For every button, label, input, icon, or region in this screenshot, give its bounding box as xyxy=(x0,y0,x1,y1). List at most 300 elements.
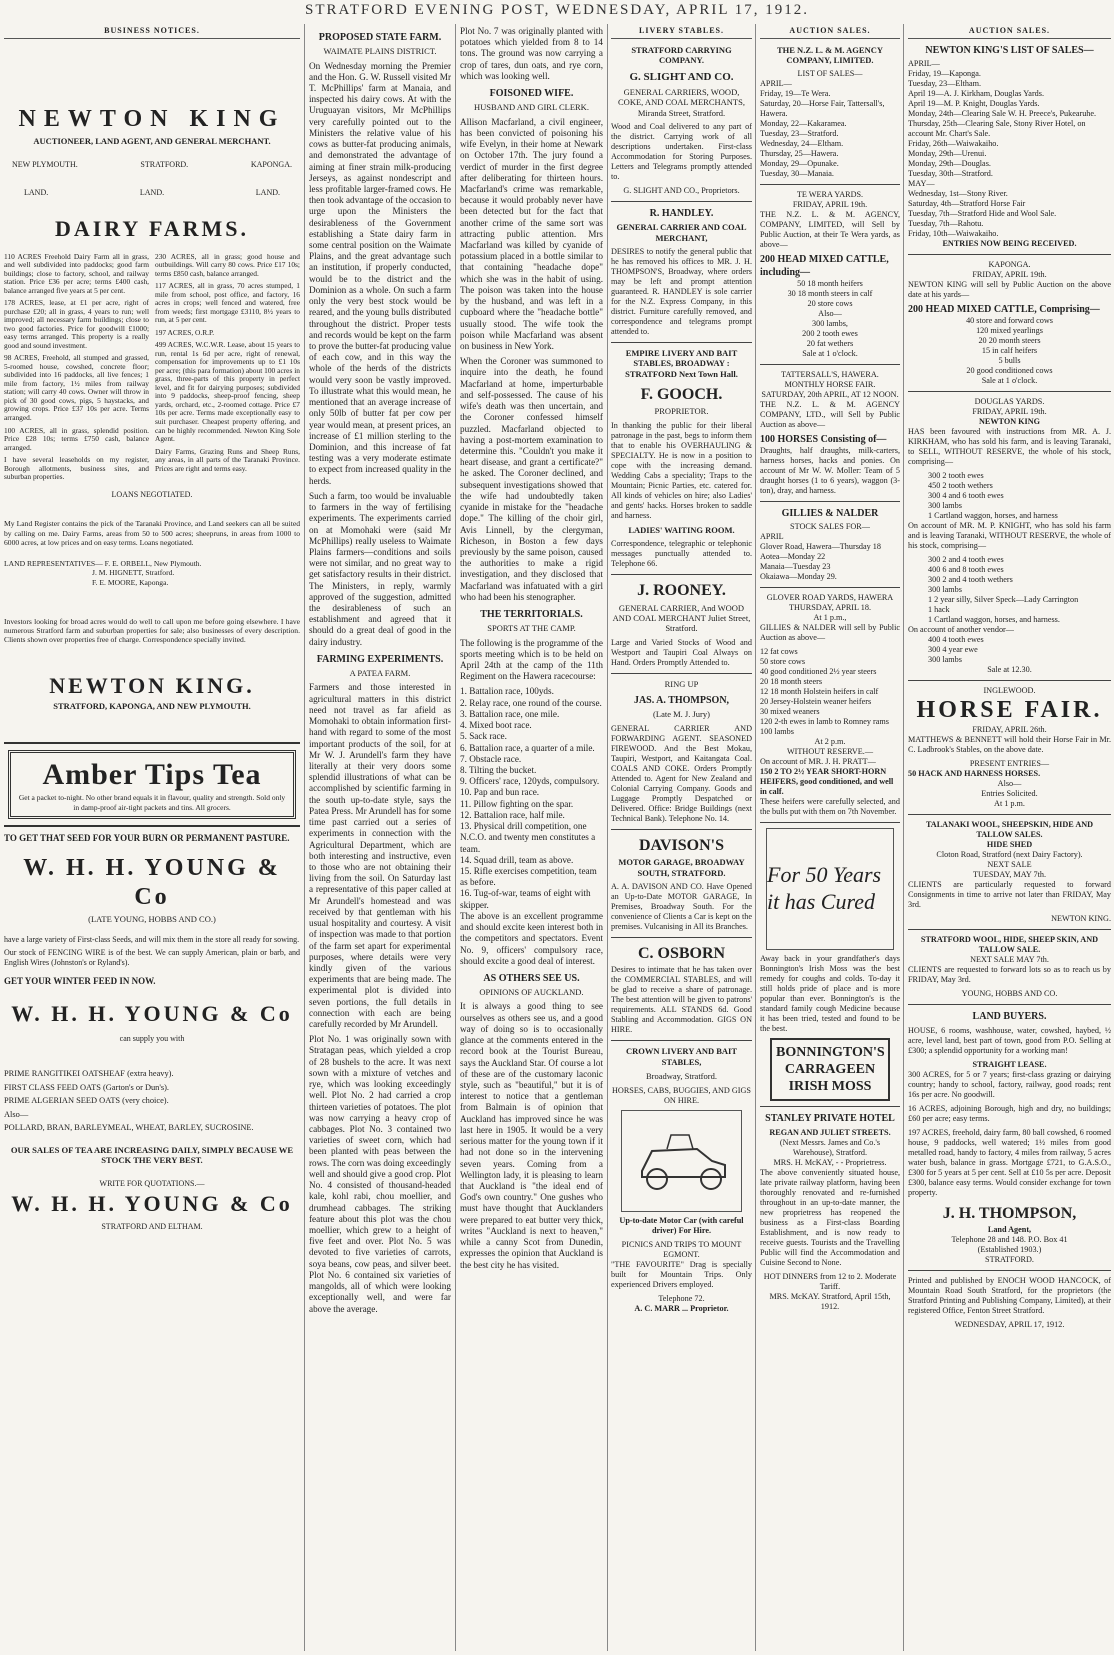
stock-item: 100 lambs xyxy=(760,727,794,737)
motor-car-illustration xyxy=(621,1110,742,1212)
stock-item: 12 18 month Holstein heifers in calf xyxy=(760,687,879,697)
ad-title: GILLIES & NALDER xyxy=(781,508,879,520)
article-heading: FOISONED WIFE. xyxy=(489,88,574,100)
stock-item: 1 hack xyxy=(928,605,950,615)
ad-text: Draughts, half draughts, milk-carters, harness horses, hacks and ponies. On account of Mr W. W. Moller: Team of 5 draught horses (1 to 6 years), waggon (3-ton), dray, and harness. xyxy=(760,446,900,496)
ad-title: NEWTON KING xyxy=(978,417,1041,427)
article-heading: PROPOSED STATE FARM. xyxy=(318,32,442,43)
stock-item: 300 lambs xyxy=(928,585,962,595)
ad-text: PICNICS AND TRIPS TO MOUNT EGMONT. xyxy=(621,1239,742,1259)
ad-text: HOUSE, 6 rooms, washhouse, water, cowshed, haybed, ½ acre, level land, best part of town, good from P.O. Selling at £300; a splendid opportunity for a working man! xyxy=(908,1025,1111,1055)
amber-text: Get a packet to-night. No other brand equals it in flavour, quality and strength. Sold only in damp-proof air-tight packets and tins. All grocers. xyxy=(18,793,286,812)
article-text: The above is an excellent programme and should excite keen interest both in the competitors and spectators. Event No. 9, officers' compulsory race, should excite a good deal of interest. xyxy=(460,910,603,966)
sale-item: APRIL— xyxy=(908,58,940,68)
listing: 230 ACRES, all in grass; good house and outbuildings. Will carry 80 cows. Price £17 10s; terms £850 cash, balance arranged. xyxy=(155,251,300,278)
stock-item: 400 6 and 8 tooth ewes xyxy=(928,565,1004,575)
sale-item: Monday, 24th—Clearing Sale W. H. Preece's, Pukearuhe. xyxy=(908,108,1097,118)
cattle-item: Also— xyxy=(818,308,842,318)
ad-heading: THE N.Z. L. & M. AGENCY COMPANY, LIMITED. xyxy=(776,44,884,66)
listing: 110 ACRES Freehold Dairy Farm all in grass, and well subdivided into paddocks; good farm buildings; close to factory, school, and railway station. Price £36 per acre; terms £400 cash, balance arranged five years at 5 per cent. xyxy=(4,251,149,295)
article-text: Allison Macfarland, a civil engineer, has been convicted of poisoning his wife Evelyn, in their home at Newark on October 17th. The jury found a verdict of murder in the first degree after deliberating for thirteen hours. Macfarland's crime was remarkable, because it would probably never have been detected but for the fact that another crime of the same sort was attracting public attention. Mrs Macfarland was killed by cyanide of potassium placed in a bottle similar to that containing "headache dope" which she was in the habit of using. The poison was taken into the house by the husband, and was left in a cupboard where the "headache bottle" usually stood. The wife took the poison while Macfarland was absent on business in New York. xyxy=(460,116,603,352)
gillies-item: APRIL xyxy=(760,532,784,542)
stock-item: 1 Cartland waggon, horses, and harness. xyxy=(928,615,1060,625)
sale-item: APRIL— xyxy=(760,79,792,89)
oats-item: PRIME ALGERIAN SEED OATS (very choice). xyxy=(4,1096,169,1106)
ad-sub: Broadway, Stratford. xyxy=(646,1071,717,1082)
ad-sub: At 1 p.m., xyxy=(813,613,847,623)
gillies-list xyxy=(760,532,900,582)
stock-item: 300 2 and 4 tooth wethers xyxy=(928,575,1013,585)
sale-item: Monday, 29th—Douglas. xyxy=(908,158,991,168)
ad-text: On account of MR. M. P. KNIGHT, who has sold his farm and is leaving Taranaki, WITHOUT RESERVE, the whole of his stock, comprising— xyxy=(908,521,1111,551)
stock-item: 1 Cartland waggon, horses, and harness xyxy=(928,511,1058,521)
young-sub: (LATE YOUNG, HOBBS AND CO.) xyxy=(88,914,216,925)
listing: 98 ACRES, Freehold, all stumped and grassed, 5-roomed house, cowshed, concrete floor; subdivided into 16 paddocks, all live fences; 1 mile from factory, 1½ miles from railway station; will carry 40 cows. Owner will throw in pick of 30 good cows, pigs, 5 haystacks, and growing crops. Price £37 10s per acre. Terms arranged. xyxy=(4,353,149,422)
column-rule xyxy=(755,24,756,1651)
ad-title: R. HANDLEY. xyxy=(649,207,714,219)
ad-title: DAVISON'S xyxy=(638,836,725,854)
horse-fair-title: HORSE FAIR. xyxy=(916,697,1103,724)
ad-text: NEWTON KING will sell by Public Auction on the above date at his yards— xyxy=(908,279,1111,299)
ad-sub: FRIDAY, APRIL 26th. xyxy=(972,725,1047,735)
bonnington-illustration xyxy=(766,828,894,950)
event-item: 6. Battalion race, a quarter of a mile. xyxy=(460,742,595,753)
stock-item: 450 2 tooth wethers xyxy=(928,481,993,491)
sale-item: Thursday, 25—Hawera. xyxy=(760,149,839,159)
ad-text: CLIENTS are particularly requested to forward Consignments in time to arrive not later than FRIDAY, May 3rd. xyxy=(908,880,1111,910)
event-item: 8. Tilting the bucket. xyxy=(460,765,537,775)
sale-item: Saturday, 20—Horse Fair, Tattersall's, Hawera. xyxy=(760,99,885,119)
stock-item: 1 2 year silly, Silver Speck—Lady Carrington xyxy=(928,595,1079,605)
column-auction-sales-2 xyxy=(908,26,1111,1651)
sale-item: Monday, 22—Kakaramea. xyxy=(760,119,847,129)
ad-sign: YOUNG, HOBBS AND CO. xyxy=(961,989,1058,999)
cattle-list xyxy=(908,316,1111,376)
representatives xyxy=(4,559,300,587)
ad-title: NEWTON KING'S LIST OF SALES— xyxy=(925,44,1094,56)
ad-heading: GLOVER ROAD YARDS, HAWERA xyxy=(766,593,894,603)
place: STRATFORD. xyxy=(140,160,189,170)
bonnington-logo: BONNINGTON'S CARRAGEEN IRISH MOSS xyxy=(770,1038,890,1101)
cattle-item: 20 store cows xyxy=(807,298,853,308)
article-subheading: WAIMATE PLAINS DISTRICT. xyxy=(323,46,437,57)
ad-text: MATTHEWS & BENNETT will hold their Horse Fair in Mr. C. Ladbrook's Stables, on the above date. xyxy=(908,735,1111,755)
event-item: 9. Officers' race, 120yds, compulsory. xyxy=(460,776,600,787)
event-item: 4. Mixed boot race. xyxy=(460,720,532,731)
stock-item: 300 4 and 6 tooth ewes xyxy=(928,491,1004,501)
ad-text: GENERAL CARRIER AND FORWARDING AGENT. SEASONED FIREWOOD. And the Best Mokau, Taupiri, Westport, and Kaitangata Coal. COALS AND COKE. Orders Promptly Attended to. Agent for New Zealand and Colonial Carrying Company. Goods and Luggage Promptly Despatched or Delivered. Office: Bridge Buildings (next Technical Bank). Telephone No. 14. xyxy=(611,723,752,823)
event-item: 10. Pap and bun race. xyxy=(460,787,540,798)
ad-heading: STRATFORD WOOL, HIDE, SHEEP SKIN, AND TALLOW SALE. xyxy=(920,935,1099,955)
ad-title: G. SLIGHT AND CO. xyxy=(629,71,734,84)
ad-heading: DOUGLAS YARDS. xyxy=(974,397,1045,407)
column-rule xyxy=(903,24,904,1651)
ad-sub: PRESENT ENTRIES— xyxy=(969,759,1050,769)
sale-item: Friday, 10th—Waiwakaiho. xyxy=(908,228,999,238)
sale-item: Tuesday, 7th—Rahotu. xyxy=(908,218,984,228)
ad-title: J. H. THOMPSON, xyxy=(942,1204,1077,1222)
ad-text: Sale at 1 o'clock. xyxy=(802,348,858,358)
cattle-item: 120 mixed yearlings xyxy=(976,326,1043,336)
young-title-2: W. H. H. YOUNG & Co xyxy=(11,1000,293,1026)
sale-item: Tuesday, 23—Stratford. xyxy=(760,129,839,139)
rep: F. E. MOORE, Kaponga. xyxy=(92,577,169,587)
ad-text: Away back in your grandfather's days Bonnington's Irish Moss was the best remedy for coughs and colds. To-day it still holds pride of place and is more popular than ever. Bonnington's is the standard family cough Medicine because it has been tried, tested and found to be the best. xyxy=(760,954,900,1034)
ad-sub: FRIDAY, APRIL 19th. xyxy=(792,200,868,210)
event-item: 15. Rifle exercises competition, team as before. xyxy=(460,865,597,888)
sale-item: April 19—A. J. Kirkham, Douglas Yards. xyxy=(908,88,1044,98)
ad-text: Sale at 12.30. xyxy=(987,665,1032,675)
column-livery-stables xyxy=(611,26,752,1651)
ad-text: Desires to intimate that he has taken over the COMMERCIAL STABLES, and will be glad to receive a share of patronage. The best attention will be given to patrons' requirements. ALL STANDS 6d. Good Stabling and Accommodation. GIGS ON HIRE. xyxy=(611,965,752,1035)
listing: 197 ACRES, O.R.P. xyxy=(155,327,215,337)
ad-text: CLIENTS are requested to forward lots so as to reach us by FRIDAY, May 3rd. xyxy=(908,965,1111,985)
ad-sub: LIST OF SALES— xyxy=(797,69,863,79)
tea-text: OUR SALES OF TEA ARE INCREASING DAILY, SIMPLY BECAUSE WE STOCK THE VERY BEST. xyxy=(10,1144,294,1165)
stock-item: 400 4 tooth ewes xyxy=(928,635,984,645)
cattle-item: 15 in calf heifers xyxy=(981,346,1038,356)
agent-line: AUCTIONEER, LAND AGENT, AND GENERAL MERCHANT. xyxy=(33,136,271,147)
ad-text: 16 ACRES, adjoining Borough, high and dry, no buildings; £60 per acre; easy terms. xyxy=(908,1103,1111,1123)
cattle-item: 40 store and forward cows xyxy=(966,316,1053,326)
article-text: Plot No. 1 was originally sown with Stratagan peas, which yielded a crop of 28 bushels to the acre. It was next sown with a mixture of vetches and rye, which was looking exceedingly well. Plot No. 2 had carried a crop thirteen varieties of potatoes. The plot was now carrying a heavy crop of cabbages. Plot No. 3 contained two varieties of sweet corn, which had been planted with peas between the rows. The corn was doing exceedingly well and should give a good crop. Plot No. 4 consisted of thousand-headed kale, kohl rabi, chou moellier, and drumhead cabbages. The striking feature about this plot was the chou moellier, which grew to a height of five feet and over. Plot No. 5 was devoted to five varieties of carrots, soya beans, cow peas, and silver beet. Plot No. 6 contained six varieties of mangolds, all of which were looking exceptionally well, and were far above the average. xyxy=(309,1034,451,1314)
ad-text: In thanking the public for their liberal patronage in the past, begs to inform them that to enable his OVERHAULING & SPECIALTY. He is now in a position to cope with the increasing demand. Wedding Cabs a speciality; Traps to the Mountain; Picnic Parties, etc. catered for. All kinds of vehicles on hire; also Ladies' and gents' hacks. Horses broken to saddle and harness. xyxy=(611,420,752,520)
ad-text: THE N.Z. L. & M. AGENCY COMPANY, LTD., will Sell by Public Auction as above— xyxy=(760,399,900,429)
cattle-item: 5 bulls xyxy=(998,356,1021,366)
ad-sub: ENTRIES NOW BEING RECEIVED. xyxy=(942,238,1077,248)
knight-list xyxy=(908,555,1111,625)
sale-item: Wednesday, 1st—Stony River. xyxy=(908,188,1008,198)
ad-sign: NEWTON KING. xyxy=(1051,914,1111,924)
ad-heading: INGLEWOOD. xyxy=(983,686,1036,696)
places-footer: STRATFORD, KAPONGA, AND NEW PLYMOUTH. xyxy=(53,701,251,712)
ad-sub: GENERAL CARRIER, And WOOD AND COAL MERCHANT Juliet Street, Stratford. xyxy=(612,602,751,634)
ad-sub: Telephone 28 and 148. P.O. Box 41 xyxy=(951,1235,1068,1245)
event-item: 14. Squad drill, team as above. xyxy=(460,854,574,865)
column-heading: AUCTION SALES. xyxy=(908,26,1111,39)
article-text: When the Coroner was summoned to inquire into the death, he found Macfarland at home, imperturbable and self-possessed. The cause of his wife's death was then uncertain, and the Coroner confessed himself puzzled. Macfarland objected to having a post-mortem examination to determine this. "Couldn't you make it heart disease, and grant a certificate?" he asked. The Coroner declined, and subsequent investigations showed that the wife had undoubtedly taken cyanide in mistake for the "headache dope." The killing of the choir girl, Avis Linnell, by the clergyman, Richeson, in Boston a few days previously by the same poison, caused the authorities to make a rigid investigation, and they disclosed that Macfarland was infatuated with a girl who had been his stenographer. xyxy=(460,356,603,602)
ad-title: 200 HEAD MIXED CATTLE, including— xyxy=(760,254,889,278)
seed-heading: TO GET THAT SEED FOR YOUR BURN OR PERMANENT PASTURE. xyxy=(4,832,290,843)
ad-text: GILLIES & NALDER will sell by Public Auction as above— xyxy=(760,623,900,643)
ad-sub: GENERAL CARRIERS, WOOD, COKE, AND COAL MERCHANTS, Miranda Street, Stratford. xyxy=(618,86,745,118)
ad-sub: Cloton Road, Stratford (next Dairy Factory). xyxy=(936,850,1083,860)
masthead: STRATFORD EVENING POST, WEDNESDAY, APRIL 17, 1912. xyxy=(305,2,809,18)
ad-title: JAS. A. THOMPSON, xyxy=(633,695,730,707)
kirkham-list xyxy=(908,471,1111,521)
ad-sub: THURSDAY, APRIL 18. xyxy=(788,603,872,613)
oats-item: POLLARD, BRAN, BARLEYMEAL, WHEAT, BARLEY, SUCROSINE. xyxy=(4,1123,254,1133)
winter-heading: GET YOUR WINTER FEED IN NOW. xyxy=(4,975,156,986)
ad-title: J. ROONEY. xyxy=(637,582,726,600)
ad-sub: STOCK SALES FOR— xyxy=(790,522,870,532)
ad-text: The above conveniently situated house, late private railway platform, having been thoroughly renovated and re-furnished throughout in an up-to-date manner, the new proprietress has reopened the business as a First-class Boarding Establishment, and is now ready to receive guests. Tourists and the Travelling Public will find the Accommodation and Cuisine Second to None. xyxy=(760,1167,900,1267)
ad-sub: GENERAL CARRIER AND COAL MERCHANT, xyxy=(616,222,747,243)
sale-item: Friday, 26th—Waiwakaiho. xyxy=(908,138,999,148)
column-auction-sales-1 xyxy=(760,26,900,1651)
article-text: It is always a good thing to see ourselves as others see us, and a good way of doing so is to occasionally glance at the comments entered in the record book at the Tourist Bureau, says the Auckland Star. Of course a lot of these are of the customary laconic style, such as "beautiful," but it is of interest to notice that a gentleman from Balmain is of opinion that Auckland has improved since he was last here in 1905. It would be a very serious matter for the young town if it had not done so in the intervening seven years. Coming from a Wellington lady, it is pleasing to learn that Auckland is "the ideal end of God's own country." One gushes who must have thought that Aucklanders were prepared to eat butter very thick, writes "Auckland is next to heaven," while a canny Scot from Dunedin, expresses the opinion that Auckland is the best city he has visited. xyxy=(460,1001,603,1270)
ad-sub: Entries Solicited. xyxy=(981,789,1038,799)
ad-text: DESIRES to notify the general public that he has removed his offices to MR. J. H. THOMPSON'S, Broadway, where orders may be left and prompt attention guaranteed. R. HANDLEY is sole carrier for the N.Z. Express Company, in this district. Furniture carefully removed, and correspondence and telegrams prompt attended to. xyxy=(611,246,752,336)
imprint-date: WEDNESDAY, APRIL 17, 1912. xyxy=(954,1320,1065,1330)
place: NEW PLYMOUTH. xyxy=(12,160,78,170)
stock-item: 50 store cows xyxy=(760,657,806,667)
oats-list xyxy=(4,1067,300,1134)
cattle-item: 30 18 month steers in calf xyxy=(787,288,873,298)
oats-item: FIRST CLASS FEED OATS (Garton's or Dun's). xyxy=(4,1082,170,1092)
ad-heading: TE WERA YARDS. xyxy=(796,190,864,200)
event-item: 13. Physical drill competition, one N.C.O. and twenty men constitutes a team. xyxy=(460,821,596,854)
column-heading: LIVERY STABLES. xyxy=(611,26,752,39)
ad-title: 200 HEAD MIXED CATTLE, Comprising— xyxy=(908,303,1100,315)
places-row xyxy=(12,160,292,170)
sale-item: Tuesday, 30—Manaia. xyxy=(760,169,834,179)
ad-sub: MONTHLY HORSE FAIR. xyxy=(784,379,876,389)
stock-item: 20 Jersey-Holstein weaner heifers xyxy=(760,697,872,707)
ad-sub: STRATFORD. xyxy=(985,1255,1034,1265)
ad-sub: At 2 p.m. xyxy=(814,737,846,747)
stock-item: 40 good conditioned 2½ year steers xyxy=(760,667,877,677)
ad-text: These heifers were carefully selected, and the bulls put with them on 7th November. xyxy=(760,797,900,817)
column-rule xyxy=(304,24,305,1651)
ad-sign: G. SLIGHT AND CO., Proprietors. xyxy=(623,185,740,195)
ad-text: HOT DINNERS from 12 to 2. Moderate Tariff. xyxy=(763,1271,897,1291)
place: KAPONGA. xyxy=(250,160,292,170)
ad-text: Up-to-date Motor Car (with careful driver) For Hire. xyxy=(619,1215,744,1235)
article-text: Plot No. 7 was originally planted with potatoes which yielded from 8 to 14 tons. The ground was now carrying a crop of tares, dun oats, and rye corn, which was looking well. xyxy=(460,26,603,81)
ad-text: A. A. DAVISON AND CO. Have Opened an Up-to-Date MOTOR GARAGE, In Premises, Broadway South. For the convenience of Clients a Car is kept on the premises. Vulcanising in All its Branches. xyxy=(611,881,752,931)
ad-text: On account of MR. J. H. PRATT— xyxy=(760,757,876,767)
ad-heading: CROWN LIVERY AND BAIT STABLES, xyxy=(625,1046,738,1067)
ad-text: HORSES, CABS, BUGGIES, AND GIGS ON HIRE. xyxy=(612,1085,751,1105)
event-item: 11. Pillow fighting on the spar. xyxy=(460,798,574,809)
listing: 117 ACRES, all in grass, 70 acres stumped, 1 mile from school, post office, and factory, 16 acres in crops; well fenced and watered, free from weeds; first mortgage £3110, 8½ years to run, at 5 per cent. xyxy=(155,281,300,325)
article-subheading: SPORTS AT THE CAMP. xyxy=(487,623,576,634)
ad-sign: MRS. McKAY. Stratford, April 15th, 1912. xyxy=(769,1291,891,1311)
dairy-farms-heading: DAIRY FARMS. xyxy=(54,215,250,241)
column-rule xyxy=(607,24,608,1651)
ad-heading: KAPONGA. xyxy=(988,259,1031,269)
event-item: 12. Battalion race, half mile. xyxy=(460,809,565,820)
write-text: WRITE FOR QUOTATIONS.— xyxy=(99,1179,205,1189)
rep: J. M. HIGNETT, Stratford. xyxy=(92,568,175,578)
cattle-item: 20 fat wethers xyxy=(806,338,854,348)
article-text: On Wednesday morning the Premier and the Hon. G. W. Russell visited Mr T. McPhillips' farm at Manaia, and inspected his dairy cows. At with the Uruguayan visitors, Mr McPhillips very carefully pointed out to the Ministers the relative value of his cows as butter-fat producing animals, and demonstrated the advantage of aiming at finer strain milk-producing Jerseys, as against nondescript and less profitable larger-framed cows. He then took advantage of the occasion to urge upon the Ministers the desirableness of the Government establishing a State dairy farm in some central position on the Waimate Plains, and the great advantage such an institution, if properly conducted, would be to the district and the Dominion as a whole. On such a farm only the very best stock would be reared, and the young bulls distributed throughout the district. Proper tests and records would be kept on the farm to prove the butter-fat producing value of each cow, and in this way the whole of the herds of the districts would very soon be vastly improved. To illustrate what this would mean, he mentioned that an average increase of only 50lb of butter fat per cow per year would mean, at present prices, an increase of £1 million sterling to the Dominion, and this increase of fat testing was a very moderate estimate to expect from increased quality in the herds. xyxy=(309,60,451,486)
event-item: 2. Relay race, one round of the course. xyxy=(460,697,602,708)
ad-title: C. OSBORN xyxy=(637,944,726,962)
stock-item: 30 mixed weaners xyxy=(760,707,820,717)
article-heading: AS OTHERS SEE US. xyxy=(483,972,580,984)
ad-text: HAS been favoured with instructions from MR. A. J. KIRKHAM, who has sold his farm, and is leaving Taranaki, to SELL, WITHOUT RESERVE, the whole of his stock, comprising— xyxy=(908,427,1111,467)
cattle-item: 20 good conditioned cows xyxy=(966,366,1053,376)
sale-item: Tuesday, 30th—Stratford. xyxy=(908,168,993,178)
column-business-notices xyxy=(4,26,300,1651)
ad-text: "THE FAVOURITE" Drag is specially built for Mountain Trips. Only experienced Drivers employed. xyxy=(611,1259,752,1289)
young-title-3: W. H. H. YOUNG & Co xyxy=(11,1191,293,1217)
listings xyxy=(4,253,300,486)
stock-item: 120 2-th ewes in lamb to Romney rams xyxy=(760,717,889,727)
column-news-2 xyxy=(460,26,603,1651)
column-rule xyxy=(455,24,456,1651)
cattle-item: 20 20 month steers xyxy=(978,336,1041,346)
ad-sub: HIDE SHED xyxy=(986,840,1033,850)
land-label: LAND. xyxy=(255,188,280,198)
stock-item: 20 18 month steers xyxy=(760,677,823,687)
gillies2-list xyxy=(760,647,900,737)
sale-item: Thursday, 25th—Clearing Sale, Stony River Hotel, on account Mr. Chart's Sale. xyxy=(908,118,1086,138)
article-heading: FARMING EXPERIMENTS. xyxy=(316,653,444,665)
oats-item: PRIME RANGITIKEI OATSHEAF (extra heavy). xyxy=(4,1069,174,1079)
ad-text: Large and Varied Stocks of Wood and Westport and Taupiri Coal Always on Hand. Orders Promptly Attended to. xyxy=(611,637,752,667)
ad-sub: Land Agent, xyxy=(987,1225,1032,1235)
imprint-text: Printed and published by ENOCH WOOD HANCOCK, of Mountain Road South Stratford, for the proprietors (the Stratford Printing and Publishing Company, Limited), at their registered Office, Fenton Street Stratford. xyxy=(908,1276,1111,1316)
article-subheading: HUSBAND AND GIRL CLERK. xyxy=(474,102,589,113)
ad-sub: Also— xyxy=(997,779,1022,789)
land-label: LAND. xyxy=(139,188,165,198)
sale-item: Tuesday, 23—Eltham. xyxy=(908,78,982,88)
listing: I have several leaseholds on my register, Borough allotments, business sites, and suburban properties. xyxy=(4,455,149,482)
ad-sub: FRIDAY, APRIL 19th. xyxy=(972,407,1047,417)
ad-sub: MOTOR GARAGE, BROADWAY SOUTH, STRATFORD. xyxy=(618,857,745,878)
stock-item: 300 2 tooth ewes xyxy=(928,471,984,481)
ad-text: 197 ACRES, freehold, dairy farm, 80 ball cowshed, 6 roomed house, 9 paddocks, well watered; 1½ miles from good metalled road, handy to factory, 4 miles from railway, 5 acres water bush, balance in grass. Mortgage £721, to G.A.S.O., £300 for 5 years at 5 per cent. Sell at £10 5s per acre. Deposit £300, balance easy terms. Would consider exchange for town property. xyxy=(908,1127,1111,1197)
ad-heading: EMPIRE LIVERY AND BAIT STABLES, BROADWAY : STRATFORD Next Town Hall. xyxy=(625,347,738,379)
ad-title: 150 2 TO 2½ YEAR SHORT-HORN HEIFERS, good conditioned, and well in calf. xyxy=(760,767,894,797)
ad-text: Correspondence, telegraphic or telephonic messages punctually attended to. Telephone 66. xyxy=(611,539,752,569)
article-text: The following is the programme of the sports meeting which is to be held on April 24th at the camp of the 11th Regiment on the Hawera racecourse: xyxy=(460,637,603,682)
stock-item: 300 4 year ewe xyxy=(928,645,978,655)
sale-item: Friday, 19—Kaponga. xyxy=(908,68,981,78)
event-item: 3. Battalion race, one mile. xyxy=(460,708,560,719)
newton-king-footer: NEWTON KING. xyxy=(49,672,255,698)
amber-title: Amber Tips Tea xyxy=(42,757,262,791)
ad-sub: MRS. H. McKAY, - - Proprietress. xyxy=(773,1157,887,1167)
stock-item: 300 2 and 4 tooth ewes xyxy=(928,555,1004,565)
ad-sub: WITHOUT RESERVE.— xyxy=(786,747,874,757)
gillies-item: Okaiawa—Monday 29. xyxy=(760,572,837,582)
reps-label: LAND REPRESENTATIVES— xyxy=(4,559,103,569)
gillies-item: Manaia—Tuesday 23 xyxy=(760,562,831,572)
sale-item: Monday, 29th—Urenui. xyxy=(908,148,987,158)
event-item: 16. Tug-of-war, teams of eight with skipper. xyxy=(460,888,591,910)
stock-item: 300 lambs xyxy=(928,655,962,665)
stock-item: 300 lambs xyxy=(928,501,962,511)
fencing-text: Our stock of FENCING WIRE is of the best. We can supply American, plain or barb, and English Wires (Johnston's or Ryland's). xyxy=(4,948,300,968)
ad-heading: TATTERSALL'S, HAWERA. xyxy=(781,369,879,379)
column-news-1 xyxy=(309,26,451,1651)
ad-heading: TALANAKI WOOL, SHEEPSKIN, HIDE AND TALLOW SALES. xyxy=(925,820,1094,840)
ad-sub: NEXT SALE MAY 7th. xyxy=(970,955,1049,965)
events-list xyxy=(460,686,603,910)
ad-sub: NEXT SALE xyxy=(987,860,1032,870)
ad-title: LAND BUYERS. xyxy=(972,1011,1047,1023)
sale-item: Tuesday, 7th—Stratford Hide and Wool Sale. xyxy=(908,208,1057,218)
ad-sub: REGAN AND JULIET STREETS. xyxy=(769,1127,891,1137)
ad-text: THE N.Z. L. & M. AGENCY, COMPANY, LIMITED, will Sell by Public Auction, at their Te Wera yards, as above— xyxy=(760,210,900,250)
loans: LOANS NEGOTIATED. xyxy=(111,489,193,499)
sale-item: Saturday, 4th—Stratford Horse Fair xyxy=(908,198,1026,208)
article-subheading: OPINIONS OF AUCKLAND. xyxy=(479,987,584,998)
ad-text: Wood and Coal delivered to any part of the district. Carrying work of all descriptions undertaken. First-class Accommodation for Storing Purposes. Letters and Telegrams promptly attended to. xyxy=(611,121,752,181)
ad-sub: SATURDAY, 20th APRIL, AT 12 NOON. xyxy=(761,389,899,399)
cattle-item: 50 18 month heifers xyxy=(797,278,863,288)
amber-tips-ad xyxy=(8,750,296,819)
rep: F. E. ORBELL, New Plymouth. xyxy=(104,559,202,569)
oats-item: Also— xyxy=(4,1109,29,1119)
article-text: Such a farm, too would be invaluable to farmers in the way of fertilising experiments. The experiments carried on at Momohaki were (said Mr McPhillips) really useless to Waimate Plains farmers—conditions and soils were not similar, and no great way to get satisfactory results in their district. The Ministers, in reply, warmly approved of the suggestion, admitted the desirableness of such an establishment and agreed that it should do a great deal of good in the dairy industry. xyxy=(309,490,451,647)
ad-sub: (Next Messrs. James and Co.'s Warehouse), Stratford. xyxy=(779,1137,881,1157)
article-text: Farmers and those interested in agricultural matters in this district need not travel as far afield as Momohaki to obtain information first-hand with regard to some of the most important products of the soil, for at Mr W. J. Arundell's farm they have literally at their very doors some splendid illustrations of what can be accomplished by scientific farming in the south up-to-date style, says the Patea Press. Mr Arundell has for some time past carried out a series of experiments in connection with the Agricultural Department, which are both interesting and instructive, even to those who are not obtaining their living from the soil. On Saturday last a representative of this paper called at Mr Arundell's homestead and was received by that gentleman with his usual hospitality and courtesy. A visit of inspection was made to that portion of the farm set apart for experimental purposes, where details were very kindly given of the various experiments that are being made. The experimental plot is divided into seven portions, the full details in connection with each are being carefully recorded by Mr Arundell. xyxy=(309,682,451,1030)
ad-text: Sale at 1 o'clock. xyxy=(981,376,1038,386)
land-row xyxy=(24,188,280,198)
listing: 178 ACRES, lease, at £1 per acre, right of purchase £20; all in grass, 4 years to run; well improved; all necessary farm buildings; close to two good factories. Price for goodwill £1000; easy terms arranged. This property is a really good and sound investment. xyxy=(4,298,149,350)
cattle-item: 300 lambs, xyxy=(812,318,848,328)
young-title: W. H. H. YOUNG & Co xyxy=(23,854,281,910)
column-heading: BUSINESS NOTICES. xyxy=(4,26,300,39)
ad-text: On account of another vendor— xyxy=(908,625,1014,635)
sale-item: Monday, 29—Opunake. xyxy=(760,159,839,169)
newton-king-title: NEWTON KING xyxy=(18,105,286,132)
ad-title: 100 HORSES Consisting of— xyxy=(760,433,887,445)
ad-sub: PROPRIETOR. xyxy=(654,406,709,417)
event-item: 5. Sack race. xyxy=(460,731,507,742)
column-heading: AUCTION SALES. xyxy=(760,26,900,39)
sale-item: Friday, 19—Te Wera. xyxy=(760,89,831,99)
sale-item: MAY— xyxy=(908,178,935,188)
ad-title: STANLEY PRIVATE HOTEL xyxy=(765,1113,895,1125)
ad-sub: (Established 1903.) xyxy=(977,1245,1042,1255)
event-item: 7. Obstacle race. xyxy=(460,753,522,764)
ad-title: 50 HACK AND HARNESS HORSES. xyxy=(908,769,1041,779)
sale-item: Wednesday, 24—Eltham. xyxy=(760,139,844,149)
ad-illustration-heading: For 50 Years it has Cured xyxy=(767,862,882,915)
register-text: My Land Register contains the pick of the Taranaki Province, and Land seekers can all be suited by calling on me. Dairy Farms, areas from 50 to 500 acres; sheepruns, in areas from 1000 to 6000 acres, at low prices and on easy terms. Loans negotiated. xyxy=(4,519,300,547)
ad-sub: FRIDAY, APRIL 19th. xyxy=(972,269,1047,279)
gillies-item: Glover Road, Hawera—Thursday 18 xyxy=(760,542,881,552)
footer-places: STRATFORD AND ELTHAM. xyxy=(101,1222,203,1232)
land-label: LAND. xyxy=(24,188,49,198)
ad-heading: RING UP xyxy=(664,678,699,689)
sale-item: April 19—M. P. Knight, Douglas Yards. xyxy=(908,98,1040,108)
seeds-text: have a large variety of First-class Seeds, and will mix them in the store all ready for sowing. xyxy=(4,934,300,944)
ad-sign: A. C. MARR ... Proprietor. xyxy=(634,1303,729,1313)
listing: 100 ACRES, all in grass, splendid position. Price £28 10s; terms £750 cash, balance arranged. xyxy=(4,425,149,452)
listing: 499 ACRES, W.C.W.R. Lease, about 15 years to run, rental 1s 6d per acre, right of renewal, compensation for improvements up to £1 10s per acre; (this para formation) about 100 acres in grass, three-parts of this property in perfect level, and fit for dairying purposes; subdivided into 9 paddocks, sheep-proof fencing, sheep yards, orchard, etc., 2-roomed cottage. Price £7 10s per acre. Terms made exceptionally easy to suit purchaser. Cheapest property offering, and can be highly recommended. Newton King Sole Agent. xyxy=(155,340,300,444)
listing: Dairy Farms, Grazing Runs and Sheep Runs, any areas, in all parts of the Taranaki Province. Prices are right and terms easy. xyxy=(155,446,300,473)
supply-text: can supply you with xyxy=(119,1033,185,1043)
gillies-item: Aotea—Monday 22 xyxy=(760,552,826,562)
ad-heading: LADIES' WAITING ROOM. xyxy=(628,524,735,535)
article-heading: THE TERRITORIALS. xyxy=(480,609,583,621)
another-list xyxy=(908,635,1111,665)
ad-heading: STRATFORD CARRYING COMPANY. xyxy=(631,44,732,66)
ad-sub: STRAIGHT LEASE. xyxy=(972,1059,1047,1069)
ad-text: Telephone 72. xyxy=(658,1293,705,1303)
ad-text: 300 ACRES, for 5 or 7 years; first-class grazing or dairying country; handy to school, factory, railway, good roads; rent 16s per acre. No goodwill. xyxy=(908,1069,1111,1099)
event-item: 1. Battalion race, 100yds. xyxy=(460,686,554,697)
ad-title: F. GOOCH. xyxy=(640,385,723,403)
ad-sub: (Late M. J. Jury) xyxy=(653,709,710,720)
ad-sub: TUESDAY, MAY 7th. xyxy=(972,870,1047,880)
stock-item: 12 fat cows xyxy=(760,647,798,657)
motor-car-icon xyxy=(627,1121,737,1201)
investors-text: Investors looking for broad acres would do well to call upon me before going elsewhere. I have numerous Stratford farm and suburban properties for sale; also businesses of every description. Clients shown over properties free of charge. Correspondence specially invited. xyxy=(4,616,300,645)
sales-list xyxy=(760,79,900,179)
cattle-item: 200 2 tooth ewes xyxy=(802,328,858,338)
ad-sub: At 1 p.m. xyxy=(994,799,1025,809)
nk-sales-list xyxy=(908,59,1111,239)
article-subheading: A PATEA FARM. xyxy=(349,668,411,679)
